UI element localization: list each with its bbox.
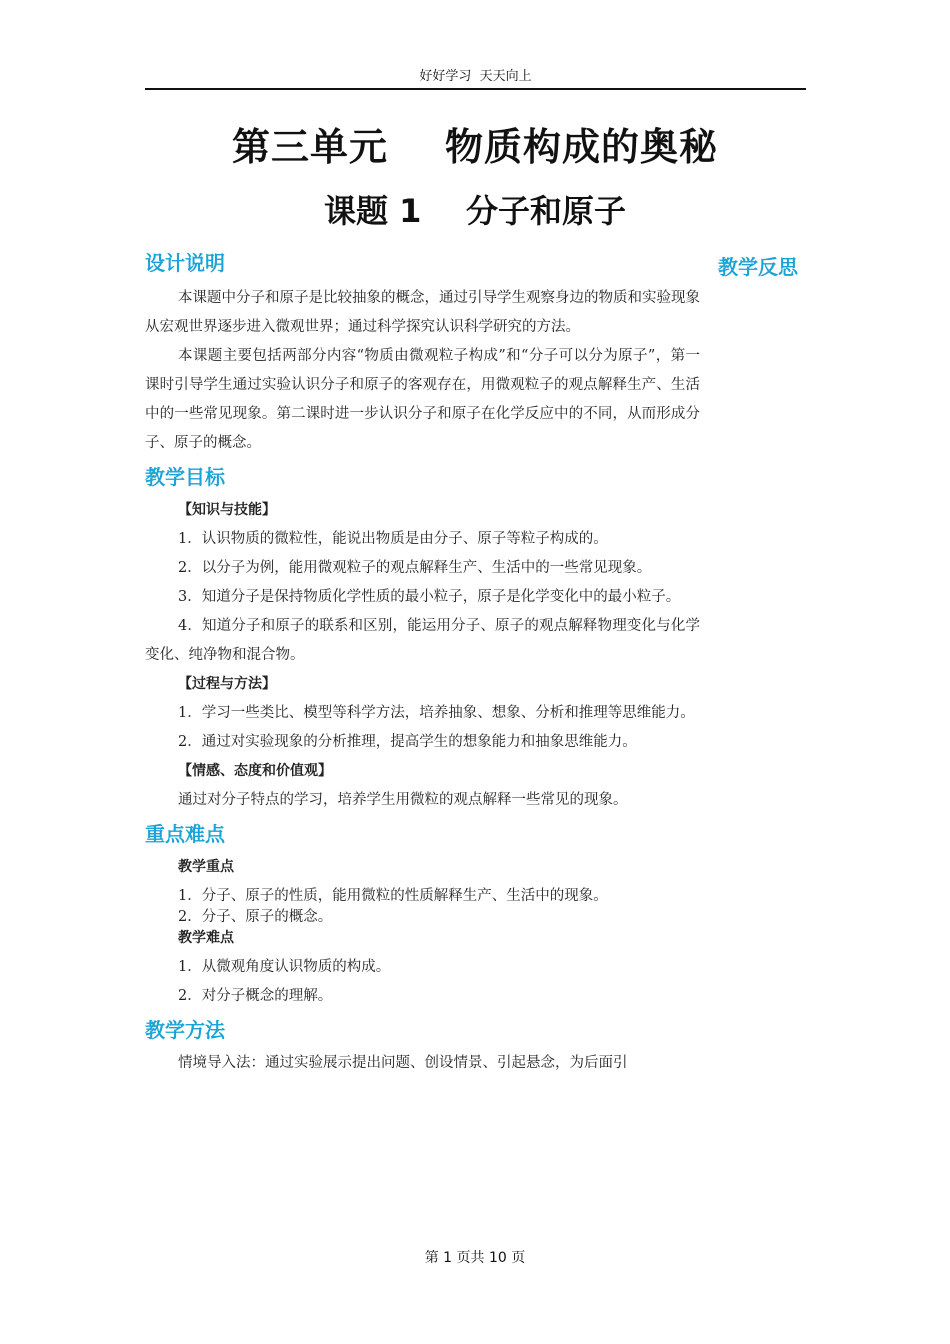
emotion-text: 通过对分子特点的学习，培养学生用微粒的观点解释一些常见的现象。 bbox=[178, 792, 628, 808]
knowledge-item-2: 2．以分子为例，能用微观粒子的观点解释生产、生活中的一些常见现象。 bbox=[178, 560, 652, 576]
design-paragraph-1: 本课题中分子和原子是比较抽象的概念，通过引导学生观察身边的物质和实验现象从宏观世界逐步进入微观世界；通过科学探究认识科学研究的方法。 bbox=[145, 290, 700, 335]
page-header: 好好学习 天天向上 bbox=[145, 66, 806, 90]
emotion-label: 【情感、态度和价值观】 bbox=[178, 763, 332, 779]
knowledge-label: 【知识与技能】 bbox=[178, 502, 276, 518]
method-text: 情境导入法：通过实验展示提出问题、创设情景、引起悬念，为后面引 bbox=[178, 1055, 628, 1071]
difficulty-label: 教学难点 bbox=[178, 930, 234, 946]
page-footer: 第 1 页共 10 页 bbox=[424, 1250, 526, 1266]
reflection-heading: 教学反思 bbox=[718, 255, 798, 279]
lesson-title: 课题 1 分子和原子 bbox=[324, 192, 626, 230]
design-heading: 设计说明 bbox=[145, 251, 225, 275]
unit-title: 第三单元 物质构成的奥秘 bbox=[232, 125, 718, 169]
process-label: 【过程与方法】 bbox=[178, 676, 276, 692]
difficulty-item-1: 1．从微观角度认识物质的构成。 bbox=[178, 959, 391, 975]
knowledge-item-4: 4．知道分子和原子的联系和区别，能运用分子、原子的观点解释物理变化与化学变化、纯净物和混合物。 bbox=[145, 618, 700, 663]
key-label: 教学重点 bbox=[178, 859, 234, 875]
key-item-1: 1．分子、原子的性质，能用微粒的性质解释生产、生活中的现象。 bbox=[178, 888, 608, 904]
method-heading: 教学方法 bbox=[145, 1018, 225, 1042]
design-paragraph-2: 本课题主要包括两部分内容“物质由微观粒子构成”和“分子可以分为原子”，第一课时引导学生通过实验认识分子和原子的客观存在，用微观粒子的观点解释生产、生活中的一些常见现象。第二课时进一步认识分子和原子在化学反应中的不同，从而形成分子、原子的概念。 bbox=[145, 348, 700, 451]
difficulty-item-2: 2．对分子概念的理解。 bbox=[178, 988, 333, 1004]
goals-heading: 教学目标 bbox=[145, 465, 225, 489]
key-item-2: 2．分子、原子的概念。 bbox=[178, 909, 333, 925]
knowledge-item-1: 1．认识物质的微粒性，能说出物质是由分子、原子等粒子构成的。 bbox=[178, 531, 608, 547]
process-item-2: 2．通过对实验现象的分析推理，提高学生的想象能力和抽象思维能力。 bbox=[178, 734, 637, 750]
keypoints-heading: 重点难点 bbox=[145, 822, 225, 846]
knowledge-item-3: 3．知道分子是保持物质化学性质的最小粒子，原子是化学变化中的最小粒子。 bbox=[178, 589, 681, 605]
process-item-1: 1．学习一些类比、模型等科学方法，培养抽象、想象、分析和推理等思维能力。 bbox=[178, 705, 695, 721]
main-content bbox=[145, 248, 700, 1078]
